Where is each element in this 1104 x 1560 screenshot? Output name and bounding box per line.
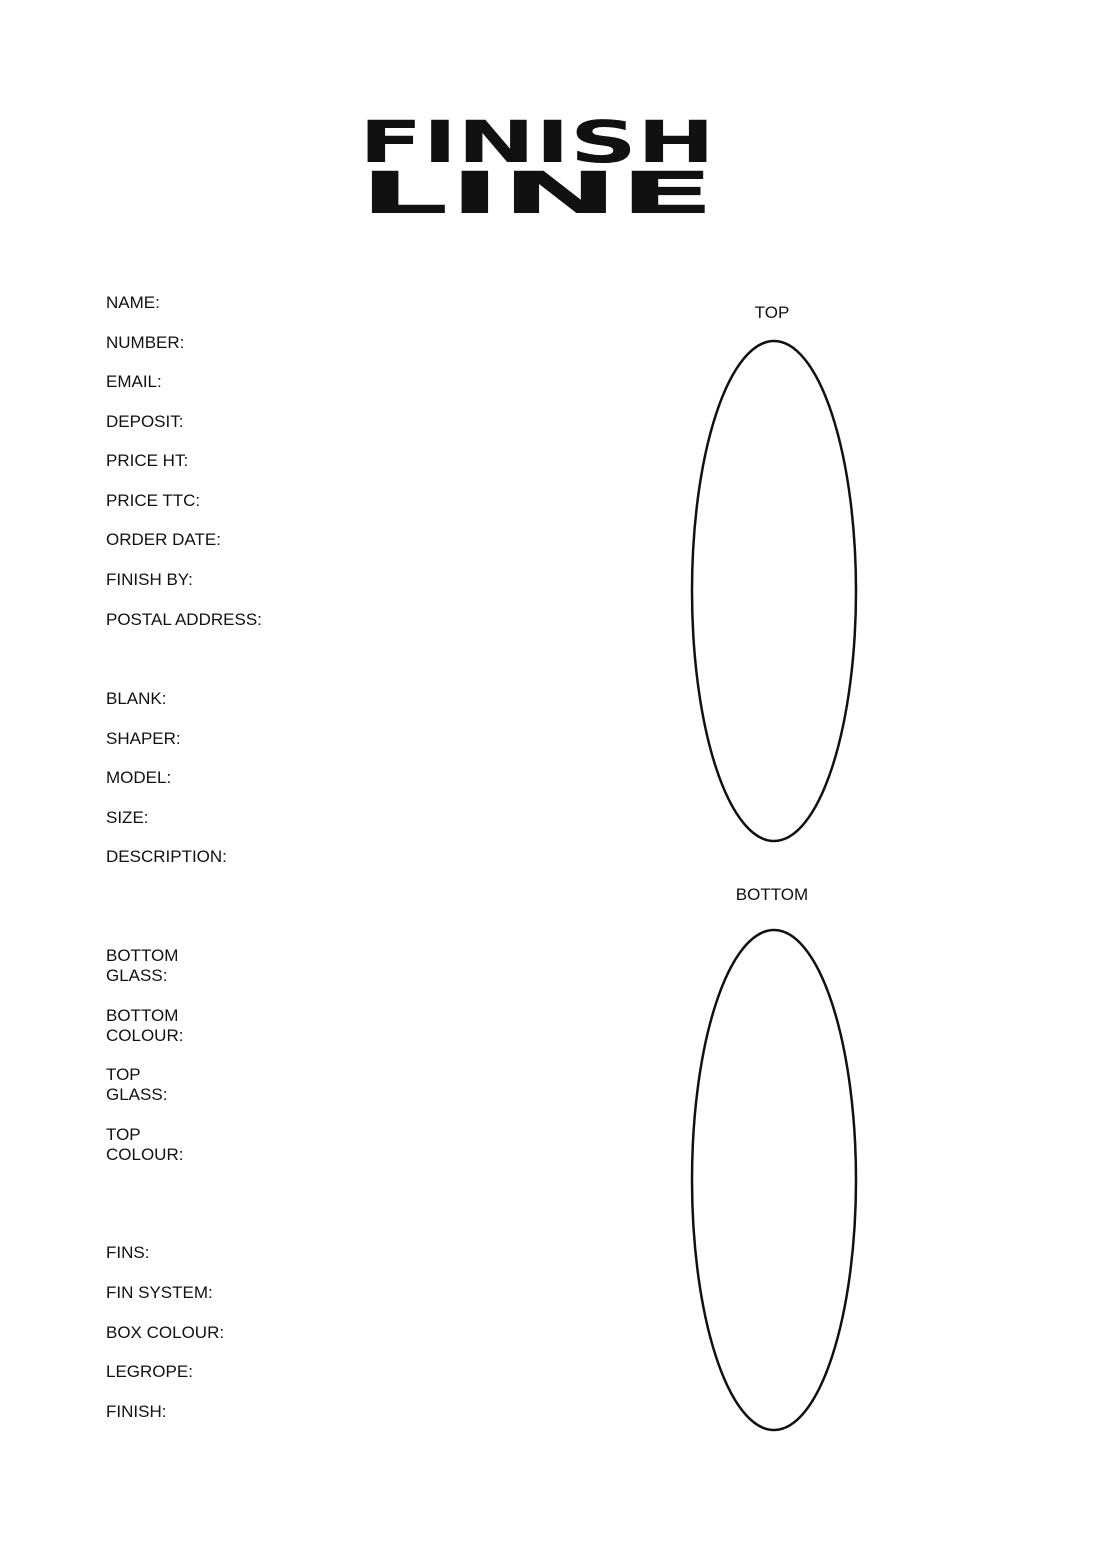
field-finish-label: FINISH: [106,1402,167,1421]
field-top-glass-label: TOP GLASS: [106,1065,168,1104]
field-number-label: NUMBER: [106,333,185,352]
field-shaper-label: SHAPER: [106,729,181,748]
field-postal-address-label: POSTAL ADDRESS: [106,610,262,629]
top-diagram-label: TOP [754,303,790,322]
field-email-label: EMAIL: [106,372,162,391]
finish-line-logo [356,114,718,218]
field-bottom-glass-label: BOTTOM GLASS: [106,946,179,985]
field-legrope-label: LEGROPE: [106,1362,193,1381]
field-fins-label: FINS: [106,1243,150,1262]
field-deposit-label: DEPOSIT: [106,412,184,431]
field-description-label: DESCRIPTION: [106,847,227,866]
field-name-label: NAME: [106,293,160,312]
field-blank-label: BLANK: [106,689,167,708]
bottom-diagram-label: BOTTOM [735,885,809,904]
field-finish-by-label: FINISH BY: [106,570,193,589]
field-price-ttc-label: PRICE TTC: [106,491,201,510]
logo-line-1: FINISH [359,114,715,176]
field-size-label: SIZE: [106,808,149,827]
bottom-board-outline[interactable] [688,925,860,1435]
top-board-outline[interactable] [688,336,860,846]
logo-line-2: LINE [359,159,715,218]
field-fin-system-label: FIN SYSTEM: [106,1283,213,1302]
field-price-ht-label: PRICE HT: [106,451,189,470]
field-order-date-label: ORDER DATE: [106,530,221,549]
field-bottom-colour-label: BOTTOM COLOUR: [106,1006,184,1045]
field-top-colour-label: TOP COLOUR: [106,1125,184,1164]
field-model-label: MODEL: [106,768,172,787]
field-box-colour-label: BOX COLOUR: [106,1323,225,1342]
